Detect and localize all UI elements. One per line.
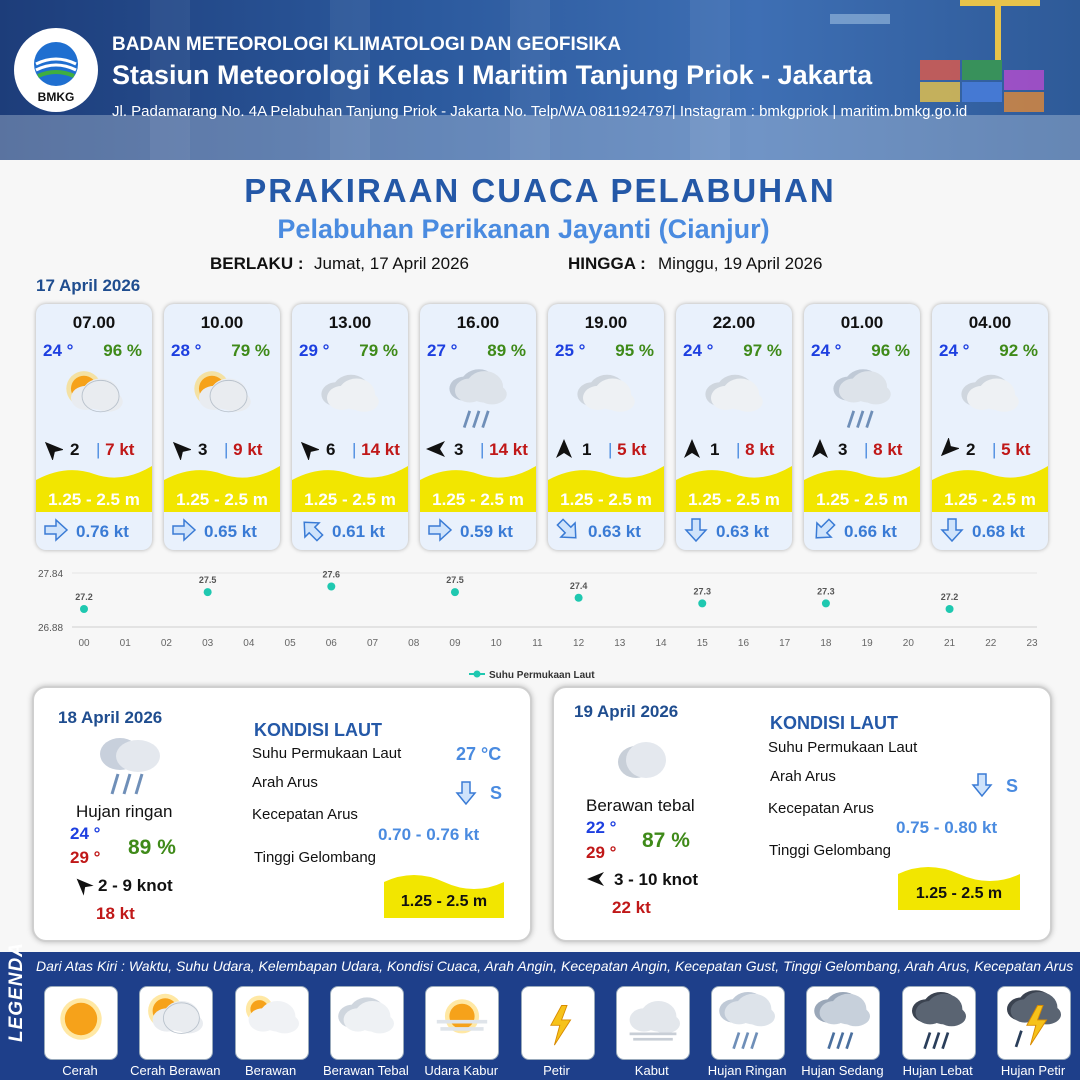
chart-x-tick: 07 [366,638,379,649]
chart-data-label: 27.3 [693,586,712,597]
chart-x-tick: 00 [78,638,90,649]
day3-sea-title: KONDISI LAUT [770,713,898,733]
forecast-card: 07.00 24 ° 96 % 2 | 7 kt 1.25 - 2.5 m 0.76 kt [36,304,152,550]
udara-kabur-icon [425,986,499,1060]
card-gust: 8 kt [745,440,775,459]
chart-x-tick: 03 [202,638,214,649]
day2-sst-label: Suhu Permukaan Laut [252,745,402,762]
legend-item-label: Berawan [244,1063,297,1078]
day2-temp-min: 24 ° [70,824,101,843]
chart-x-tick: 16 [737,638,750,649]
current-direction-icon [940,518,964,542]
card-gust: 5 kt [1001,440,1031,459]
forecast-card: 22.00 24 ° 97 % 1 | 8 kt 1.25 - 2.5 m 0.63 kt [676,304,792,550]
chart-y-tick: 26.88 [38,623,64,634]
day3-temp-min: 22 ° [586,818,617,837]
chart-x-tick: 12 [573,638,585,649]
chart-x-tick: 14 [655,638,667,649]
current-direction-icon [684,518,708,542]
day3-current-speed-value: 0.75 - 0.80 kt [896,818,998,837]
wind-direction-icon [553,438,575,460]
day3-gust: 22 kt [612,898,651,917]
card-current-speed: 0.61 kt [332,522,385,541]
chart-x-tick: 05 [284,638,296,649]
berawan-tebal-icon [954,364,1028,430]
day2-current-speed-label: Kecepatan Arus [252,806,358,823]
forecast-card: 04.00 24 ° 92 % 2 | 5 kt 1.25 - 2.5 m 0.68 kt [932,304,1048,550]
card-wind-speed: 6 [326,440,336,459]
station-name: Stasiun Meteorologi Kelas I Maritim Tanjung Priok - Jakarta [112,60,873,90]
port-name: Pelabuhan Perikanan Jayanti (Cianjur) [277,214,770,244]
card-wind-speed: 1 [710,440,720,459]
legend-item-label: Kabut [634,1063,669,1078]
chart-data-point [575,594,583,602]
card-wave-height: 1.25 - 2.5 m [816,490,908,509]
hujan-ringan-icon [442,364,516,430]
chart-data-label: 27.5 [198,575,217,586]
wind-direction-icon [681,438,703,460]
chart-data-point [204,588,212,596]
card-humidity: 79 % [231,341,270,360]
hujan-petir-icon [997,986,1071,1060]
sst-chart [32,560,1042,685]
chart-data-point [946,605,954,613]
card-wind-speed: 3 [838,440,848,459]
card-wave-height: 1.25 - 2.5 m [688,490,780,509]
card-wave-height: 1.25 - 2.5 m [560,490,652,509]
card-gust: 14 kt [489,440,528,459]
legend-item-label: Hujan Sedang [801,1063,884,1078]
card-temperature: 24 ° [811,341,842,360]
day3-humidity: 87 % [642,829,690,852]
chart-x-tick: 11 [532,638,543,649]
card-wind-speed: 3 [198,440,208,459]
chart-x-tick: 20 [902,638,914,649]
legend-item-label: Petir [543,1063,570,1078]
cerah-berawan-icon [186,364,260,430]
wind-direction-icon [809,438,831,460]
legend-item-label: Udara Kabur [424,1063,499,1078]
card-humidity: 79 % [359,341,398,360]
cerah-berawan-icon [139,986,213,1060]
day2-current-dir-value: S [490,783,503,803]
chart-data-label: 27.5 [446,575,464,586]
chart-x-tick: 09 [449,638,461,649]
day3-condition: Berawan tebal [586,796,695,815]
chart-y-tick: 27.84 [38,569,64,580]
station-address: Jl. Padamarang No. 4A Pelabuhan Tanjung Priok - Jakarta No. Telp/WA 0811924797| Instagram : bmkgpriok | maritim.bmkg.go.id [112,103,968,120]
day2-wave-label: Tinggi Gelombang [254,849,377,866]
hujan-ringan-icon [711,986,785,1060]
day2-wind: 2 - 9 knot [98,876,173,895]
legend-item-label: Hujan Ringan [707,1063,787,1078]
chart-data-point [451,588,459,596]
card-time: 04.00 [968,313,1012,332]
card-wave-height: 1.25 - 2.5 m [944,490,1036,509]
card-time: 10.00 [200,313,244,332]
card-gust: 8 kt [873,440,903,459]
card-wave-height: 1.25 - 2.5 m [432,490,524,509]
card-gust: 5 kt [617,440,647,459]
card-wave-height: 1.25 - 2.5 m [176,490,268,509]
day2-panel [32,686,532,942]
card-wind-speed: 1 [582,440,592,459]
day2-wave-value: 1.25 - 2.5 m [400,893,488,910]
valid-from-label: BERLAKU : [210,254,304,273]
chart-x-tick: 01 [119,638,131,649]
current-direction-icon [428,518,452,542]
chart-data-label: 27.2 [75,592,93,602]
chart-x-tick: 18 [820,638,832,649]
wind-direction-icon [937,438,959,460]
card-time: 22.00 [712,313,756,332]
day3-wave-label: Tinggi Gelombang [769,842,892,859]
chart-x-tick: 19 [861,638,873,649]
valid-to-value: Minggu, 19 April 2026 [658,254,823,273]
wind-direction-icon [72,874,94,896]
card-current-speed: 0.63 kt [588,522,641,541]
day3-current-speed-label: Kecepatan Arus [768,800,874,817]
wind-direction-icon [425,438,447,460]
day3-wind: 3 - 10 knot [614,870,699,889]
card-humidity: 89 % [487,341,526,360]
chart-data-label: 27.3 [817,586,835,597]
day1-date: 17 April 2026 [36,276,141,295]
chart-data-point [822,599,830,607]
chart-x-tick: 15 [696,638,708,649]
berawan-icon [235,986,309,1060]
day3-current-dir-label: Arah Arus [770,768,836,785]
chart-data-point [80,605,88,613]
page-title: PRAKIRAAN CUACA PELABUHAN [244,172,836,209]
chart-x-tick: 06 [325,638,337,649]
chart-x-tick: 02 [160,638,172,649]
card-wind-speed: 3 [454,440,464,459]
current-direction-icon [971,772,993,798]
card-wind-speed: 2 [70,440,80,459]
chart-data-point [698,599,706,607]
card-current-speed: 0.66 kt [844,522,897,541]
card-humidity: 92 % [999,341,1038,360]
day3-temp-max: 29 ° [586,843,617,862]
current-direction-icon [44,518,68,542]
legend-item-label: Hujan Lebat [902,1063,973,1078]
card-temperature: 24 ° [939,341,970,360]
cerah-berawan-icon [58,364,132,430]
card-current-speed: 0.59 kt [460,522,513,541]
chart-x-tick: 21 [944,638,956,649]
berawan-tebal-icon [330,986,404,1060]
legend-item-label: Hujan Petir [1000,1063,1066,1078]
day3-wave-value: 1.25 - 2.5 m [915,885,1003,902]
wind-direction-icon [41,438,63,460]
card-current-speed: 0.68 kt [972,522,1025,541]
card-current-speed: 0.63 kt [716,522,769,541]
valid-from-value: Jumat, 17 April 2026 [314,254,469,273]
chart-x-tick: 10 [490,638,502,649]
chart-legend-label: Suhu Permukaan Laut [489,670,595,681]
berawan-tebal-icon [698,364,772,430]
card-temperature: 24 ° [683,341,714,360]
card-time: 16.00 [456,313,500,332]
day3-date: 19 April 2026 [574,702,679,721]
day2-sst-value: 27 °C [456,744,502,764]
legend-item-label: Berawan Tebal [323,1063,409,1078]
chart-data-label: 27.6 [322,569,341,580]
chart-x-tick: 22 [985,638,997,649]
hujan-lebat-icon [902,986,976,1060]
card-temperature: 24 ° [43,341,74,360]
chart-x-tick: 04 [243,638,255,649]
legend-description: Dari Atas Kiri : Waktu, Suhu Udara, Kelembapan Udara, Kondisi Cuaca, Arah Angin, Kecepatan Angin, Kecepatan Gust, Tinggi Gelombang, Arah Arus, Kecepatan Arus [36,958,1074,974]
card-time: 01.00 [840,313,884,332]
current-direction-icon [172,518,196,542]
card-temperature: 27 ° [427,341,458,360]
cerah-icon [44,986,118,1060]
valid-to-label: HINGGA : [568,254,646,273]
forecast-card: 10.00 28 ° 79 % 3 | 9 kt 1.25 - 2.5 m 0.65 kt [164,304,280,550]
current-direction-icon [300,518,324,542]
day2-current-speed-value: 0.70 - 0.76 kt [378,825,480,844]
current-direction-icon [556,518,580,542]
berawan-tebal-icon [314,364,388,430]
card-humidity: 96 % [871,341,910,360]
card-time: 13.00 [328,313,372,332]
day2-temp-max: 29 ° [70,848,101,867]
current-direction-icon [812,518,836,542]
day3-current-dir-value: S [1006,776,1019,796]
hujan-sedang-icon [806,986,880,1060]
wind-direction-icon [584,868,608,890]
card-gust: 14 kt [361,440,400,459]
day2-humidity: 89 % [128,836,176,859]
day3-sst-label: Suhu Permukaan Laut [768,739,918,756]
forecast-card: 16.00 27 ° 89 % 3 | 14 kt 1.25 - 2.5 m 0.59 kt [420,304,536,550]
forecast-card: 19.00 25 ° 95 % 1 | 5 kt 1.25 - 2.5 m 0.63 kt [548,304,664,550]
day3-panel [552,686,1052,942]
card-temperature: 29 ° [299,341,330,360]
bmkg-logo [14,28,98,112]
wind-direction-icon [297,438,319,460]
kabut-icon [616,986,690,1060]
legend-item-label: Cerah [62,1063,98,1078]
card-humidity: 97 % [743,341,782,360]
day2-condition: Hujan ringan [76,802,173,821]
card-current-speed: 0.76 kt [76,522,129,541]
forecast-card: 01.00 24 ° 96 % 3 | 8 kt 1.25 - 2.5 m 0.66 kt [804,304,920,550]
card-gust: 7 kt [105,440,135,459]
hujan-ringan-icon [826,364,900,430]
chart-legend-marker [474,671,481,678]
chart-x-tick: 08 [408,638,420,649]
card-wave-height: 1.25 - 2.5 m [48,490,140,509]
berawan-tebal-icon [612,736,672,784]
logo-text: BMKG [37,90,75,104]
chart-x-tick: 23 [1026,638,1038,649]
chart-data-point [327,583,335,591]
chart-data-label: 27.2 [940,592,959,602]
card-humidity: 96 % [103,341,142,360]
card-current-speed: 0.65 kt [204,522,257,541]
card-wave-height: 1.25 - 2.5 m [304,490,396,509]
current-direction-icon [455,780,477,806]
card-temperature: 25 ° [555,341,586,360]
organization-name: BADAN METEOROLOGI KLIMATOLOGI DAN GEOFISIKA [112,34,622,55]
card-gust: 9 kt [233,440,263,459]
card-time: 19.00 [584,313,628,332]
legend-title: LEGENDA [6,942,27,1042]
wind-direction-icon [169,438,191,460]
forecast-card: 13.00 29 ° 79 % 6 | 14 kt 1.25 - 2.5 m 0.61 kt [292,304,408,550]
hujan-ringan-icon [90,732,170,802]
card-wind-speed: 2 [966,440,976,459]
card-temperature: 28 ° [171,341,202,360]
chart-x-tick: 17 [779,638,791,649]
chart-data-label: 27.4 [569,580,588,591]
day2-sea-title: KONDISI LAUT [254,720,382,740]
card-time: 07.00 [72,313,116,332]
day2-date: 18 April 2026 [58,708,163,727]
day2-current-dir-label: Arah Arus [252,774,318,791]
day2-gust: 18 kt [96,904,135,923]
petir-icon [521,986,595,1060]
legend-item-label: Cerah Berawan [130,1063,221,1078]
chart-x-tick: 13 [614,638,626,649]
berawan-tebal-icon [570,364,644,430]
card-humidity: 95 % [615,341,654,360]
